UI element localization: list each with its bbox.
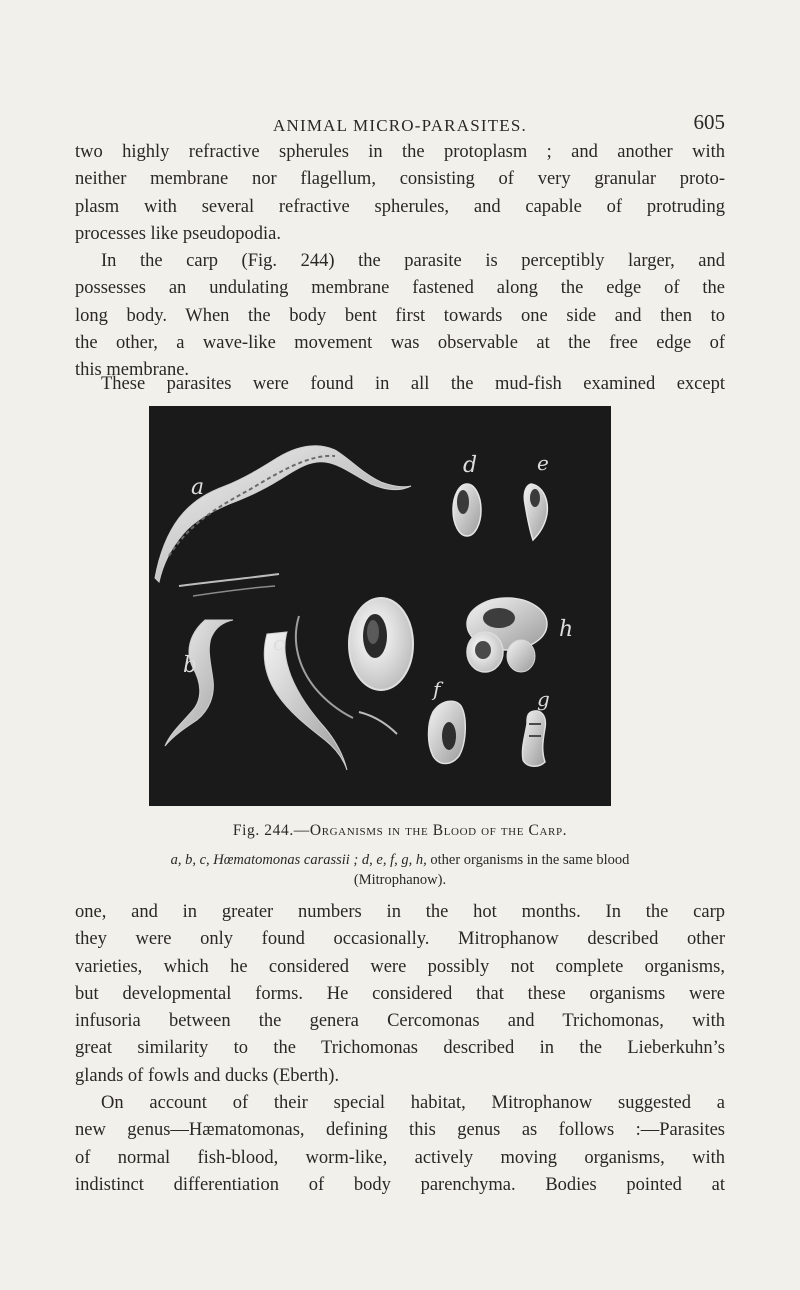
text-line: infusoria between the genera Cercomonas and Trichomonas, with [75, 1011, 725, 1032]
text-line: new genus—Hæmatomonas, defining this genus as follows :—Parasites [75, 1120, 725, 1141]
paragraph-4 [75, 899, 725, 1090]
label-d: d [463, 453, 478, 478]
caption-species: Hœmatomonas carassii ; [213, 852, 359, 868]
organism-d [453, 484, 481, 536]
text-line: processes like pseudopodia. [75, 223, 282, 244]
paragraph-3 [75, 371, 725, 398]
organism-b [165, 620, 233, 746]
organism-a [155, 446, 411, 582]
label-a: a [191, 475, 205, 500]
organism-g [522, 711, 545, 766]
text-line: These parasites were found in all the mud-fish examined except [101, 374, 725, 394]
paragraph-5 [75, 1090, 725, 1199]
organism-f [429, 701, 466, 763]
figure-caption-body [75, 850, 725, 890]
paragraph-2 [75, 248, 725, 384]
page-number: 605 [693, 110, 725, 134]
text-line: great similarity to the Trichomonas described in the Lieberkuhn’s [75, 1038, 725, 1059]
text-line: two highly refractive spherules in the protoplasm ; and another with [75, 142, 725, 162]
text-line: On account of their special habitat, Mitrophanow suggested a [101, 1093, 725, 1113]
caption-letters-rest: d, e, f, g, h, [361, 852, 427, 868]
caption-description: other organisms in the same blood [430, 852, 630, 868]
text-line: possesses an undulating membrane fastened along the edge of the [75, 278, 725, 299]
text-line: of normal fish-blood, worm-like, actively moving organisms, with [75, 1147, 725, 1168]
label-h: h [559, 617, 574, 642]
text-line: this membrane. [75, 360, 190, 381]
figure-plate [149, 406, 611, 806]
label-f: f [433, 677, 441, 701]
running-head: ANIMAL MICRO-PARASITES. [273, 116, 527, 135]
figure-illustration [149, 406, 611, 806]
text-line: the other, a wave-like movement was observable at the free edge of [75, 332, 725, 353]
organism-e [524, 484, 547, 540]
organism-h [467, 598, 547, 672]
text-line: one, and in greater numbers in the hot months. In the carp [75, 902, 725, 922]
text-line: glands of fowls and ducks (Eberth). [75, 1065, 340, 1086]
text-line: but developmental forms. He considered that these organisms were [75, 983, 725, 1004]
text-line: neither membrane nor flagellum, consisting of very granular proto- [75, 169, 725, 190]
caption-letters-abc: a, b, c, [170, 852, 210, 868]
text-line: varieties, which he considered were possibly not complete organisms, [75, 956, 725, 977]
figure-title: Organisms in the Blood of the Carp. [309, 822, 568, 839]
figure-number: Fig. 244. [232, 822, 294, 839]
label-g: g [537, 687, 550, 711]
paragraph-1 [75, 139, 725, 248]
text-line: indistinct differentiation of body parenchyma. Bodies pointed at [75, 1174, 725, 1195]
caption-credit: (Mitrophanow). [353, 872, 447, 888]
text-line: plasm with several refractive spherules, and capable of protruding [75, 196, 725, 217]
text-line: In the carp (Fig. 244) the parasite is perceptibly larger, and [101, 251, 725, 271]
text-line: they were only found occasionally. Mitrophanow described other [75, 929, 725, 950]
text-line: long body. When the body bent first towards one side and then to [75, 305, 725, 326]
label-e: e [537, 451, 549, 475]
caption-dash: — [293, 822, 310, 839]
figure-caption-title [75, 822, 725, 840]
label-c: c [273, 631, 285, 655]
label-b: b [183, 653, 198, 678]
